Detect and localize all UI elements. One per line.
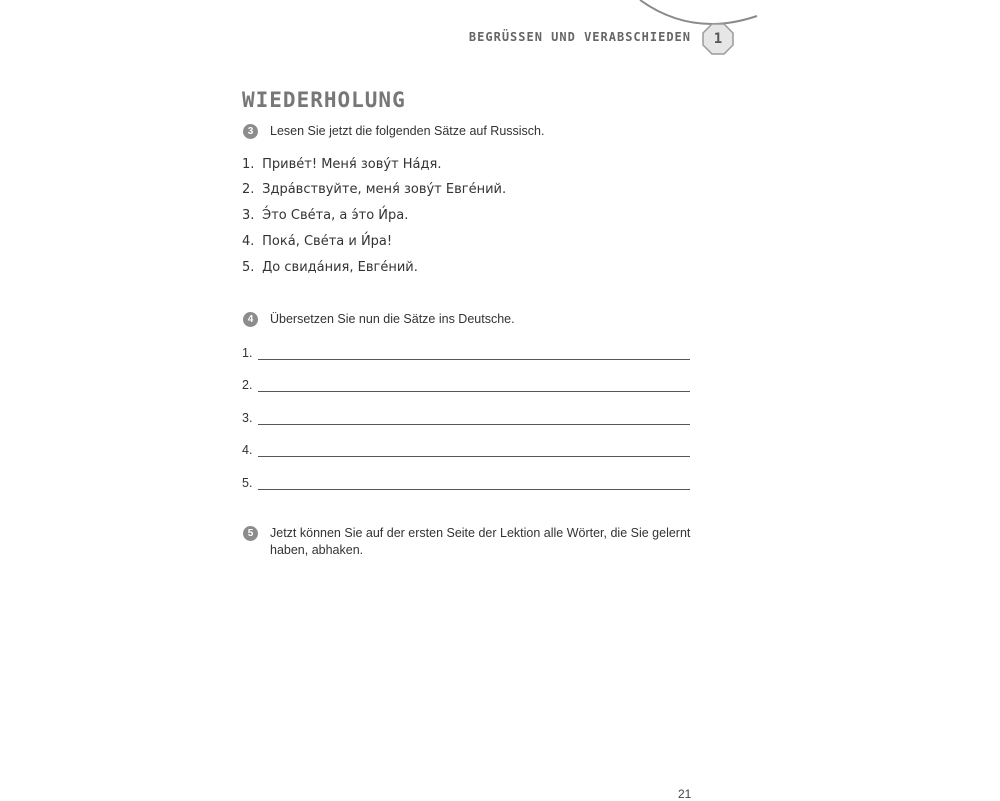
list-item: [242, 260, 418, 275]
item-text: Приве́т! Меня́ зову́т На́дя.: [262, 157, 442, 172]
answer-line[interactable]: [242, 346, 692, 366]
answer-blank[interactable]: [258, 391, 690, 392]
item-number: 2.: [242, 182, 255, 197]
exercise-instruction: Jetzt können Sie auf der ersten Seite der Lektion alle Wörter, die Sie gelernt haben, abhaken.: [270, 526, 691, 557]
answer-blank[interactable]: [258, 456, 690, 457]
chapter-number-badge: [702, 23, 734, 55]
answer-line[interactable]: [242, 378, 692, 398]
answer-line[interactable]: [242, 476, 692, 496]
item-number: 4.: [242, 234, 255, 249]
answer-line[interactable]: [242, 443, 692, 463]
page-number: 21: [678, 787, 692, 801]
line-number: 2.: [242, 378, 253, 392]
exercise-number-badge: 4: [243, 312, 258, 327]
answer-blank[interactable]: [258, 424, 690, 425]
list-item: [242, 208, 408, 223]
item-number: 1.: [242, 157, 255, 172]
answer-blank[interactable]: [258, 359, 690, 360]
exercise-instruction: Übersetzen Sie nun die Sätze ins Deutsche.: [270, 312, 515, 326]
item-number: 3.: [242, 208, 255, 223]
list-item: [242, 234, 392, 249]
item-number: 5.: [242, 260, 255, 275]
exercise-number-badge: 5: [243, 526, 258, 541]
item-text: Пока́, Све́та и И́ра!: [262, 234, 393, 249]
exercise-number-badge: 3: [243, 124, 258, 139]
answer-blank[interactable]: [258, 489, 690, 490]
line-number: 5.: [242, 476, 253, 490]
item-text: До свида́ния, Евге́ний.: [262, 260, 418, 275]
line-number: 3.: [242, 411, 253, 425]
section-title: WIEDERHOLUNG: [242, 88, 406, 112]
line-number: 1.: [242, 346, 253, 360]
line-number: 4.: [242, 443, 253, 457]
list-item: [242, 157, 441, 172]
item-text: Э́то Све́та, а э́то И́ра.: [262, 208, 409, 223]
exercise-instruction: Lesen Sie jetzt die folgenden Sätze auf Russisch.: [270, 124, 545, 138]
list-item: [242, 182, 506, 197]
chapter-number: 1: [713, 31, 723, 47]
answer-line[interactable]: [242, 411, 692, 431]
item-text: Здра́вствуйте, меня́ зову́т Евге́ний.: [262, 182, 507, 197]
chapter-title: BEGRÜSSEN UND VERABSCHIEDEN: [468, 30, 691, 44]
